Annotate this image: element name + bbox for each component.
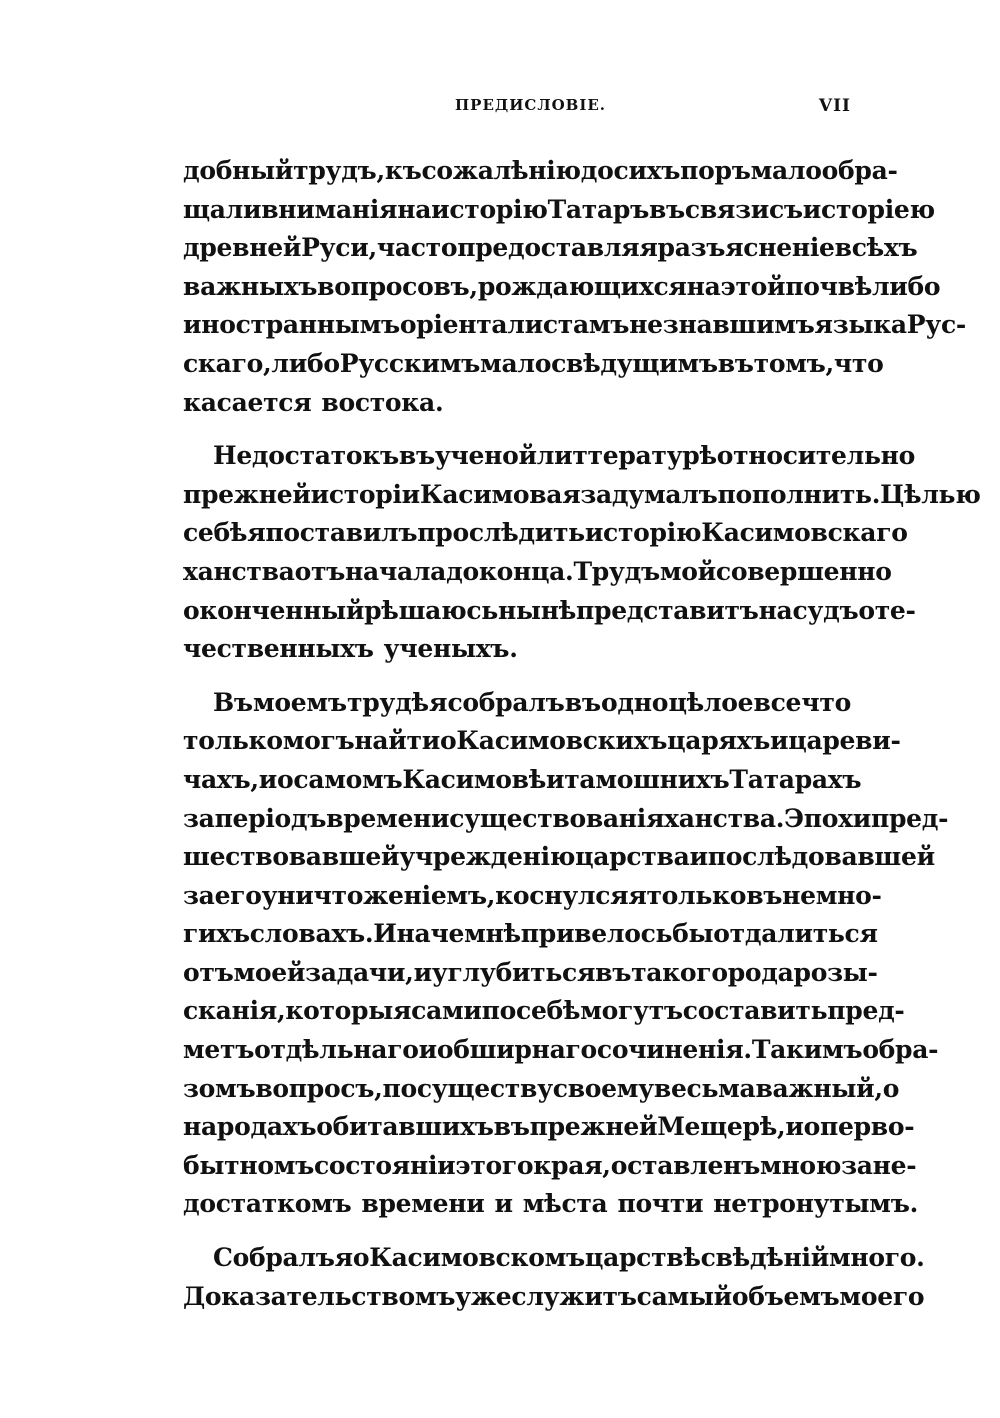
word: царства xyxy=(575,842,690,872)
word: себѣ xyxy=(183,518,248,548)
word: до xyxy=(446,556,479,586)
word: углубиться xyxy=(431,957,596,987)
text-line xyxy=(183,915,878,954)
word: оріенталистамъ xyxy=(399,310,630,340)
word: времени xyxy=(326,803,450,833)
word: и xyxy=(494,1189,513,1219)
text-line xyxy=(183,152,898,191)
word: въ xyxy=(564,687,601,717)
word: мой xyxy=(659,556,716,586)
word: много. xyxy=(828,1243,925,1273)
word: Недостатокъ xyxy=(213,441,399,471)
word: Касимовскихъ xyxy=(456,726,668,756)
word: Татарахъ xyxy=(729,764,862,794)
word: сканія, xyxy=(183,996,286,1026)
text-line xyxy=(183,306,966,345)
word: Руси, xyxy=(301,233,377,263)
word: обра- xyxy=(862,1035,939,1065)
paragraph xyxy=(183,1239,925,1316)
body-text xyxy=(183,152,981,1331)
word: конца. xyxy=(478,556,574,586)
word: достаткомъ xyxy=(183,1189,352,1219)
word: относительно xyxy=(716,441,916,471)
word: я xyxy=(334,1243,353,1273)
word: свѣдѣній xyxy=(700,1243,829,1273)
word: и xyxy=(545,764,565,794)
word: одно xyxy=(601,687,669,717)
paragraph xyxy=(183,684,949,1224)
word: Цѣлью xyxy=(880,479,981,509)
word: тамошнихъ xyxy=(564,764,730,794)
word: томъ, xyxy=(753,348,834,378)
word: важныхъ xyxy=(183,271,318,301)
word: пред- xyxy=(827,996,905,1026)
word: отъ xyxy=(294,556,346,586)
paragraph xyxy=(183,437,981,669)
word: свѣдущимъ xyxy=(551,348,718,378)
text-line xyxy=(183,722,901,761)
word: привелось xyxy=(520,919,673,949)
running-head-title: ПРЕДИСЛОВІЕ. xyxy=(455,96,607,114)
word: Рус- xyxy=(906,310,966,340)
word: за xyxy=(841,1150,873,1180)
word: собралъ xyxy=(447,687,565,717)
word: всѣхъ xyxy=(834,233,918,263)
word: древней xyxy=(183,233,302,263)
word: съ xyxy=(768,194,803,224)
word: могутъ xyxy=(580,996,683,1026)
word: Касимовскомъ xyxy=(369,1243,585,1273)
word: совершенно xyxy=(715,556,892,586)
text-line xyxy=(183,553,892,592)
word: шествовавшей xyxy=(183,842,400,872)
word: бы xyxy=(672,919,714,949)
word: народахъ xyxy=(183,1112,317,1142)
word: оте- xyxy=(858,595,916,625)
word: Касимова xyxy=(419,479,563,509)
word: до xyxy=(580,156,614,185)
word: въ xyxy=(493,1112,530,1142)
text-line xyxy=(183,384,851,423)
word: въ xyxy=(648,194,685,224)
text-line xyxy=(183,191,935,230)
word: часто xyxy=(376,233,458,263)
word: метъ xyxy=(183,1035,255,1065)
word: Мещерѣ, xyxy=(657,1112,786,1142)
word: я xyxy=(562,479,581,509)
word: за xyxy=(183,803,215,833)
word: оконченный xyxy=(183,595,365,625)
text-line xyxy=(183,514,908,553)
word: и xyxy=(689,842,708,872)
text-line xyxy=(183,592,916,631)
text-line xyxy=(183,800,949,839)
word: бытномъ xyxy=(183,1150,314,1180)
word: исторіею xyxy=(802,194,935,224)
word: могъ xyxy=(282,726,355,756)
text-line xyxy=(183,1070,900,1109)
word: рѣшаюсь xyxy=(364,595,498,625)
word: цѣлое xyxy=(668,687,754,717)
word: края, xyxy=(533,1150,611,1180)
word: обитавшихъ xyxy=(316,1112,494,1142)
word: о xyxy=(882,1073,900,1103)
word: я xyxy=(247,518,266,548)
word: незнавшимъ xyxy=(629,310,815,340)
word: сожалѣнію xyxy=(421,156,581,185)
word: своему xyxy=(552,1073,654,1103)
word: пополнить. xyxy=(717,479,881,509)
word: послѣдовавшей xyxy=(707,842,935,872)
text-line xyxy=(183,437,916,476)
word: Доказательствомъ xyxy=(183,1281,456,1311)
text-line xyxy=(183,877,882,916)
word: прослѣдить xyxy=(417,518,585,548)
word: представитъ xyxy=(576,595,759,625)
word: царствѣ xyxy=(584,1243,701,1273)
running-head xyxy=(183,96,851,122)
word: составить xyxy=(682,996,828,1026)
word: себѣ xyxy=(516,996,581,1026)
word: на xyxy=(397,194,432,224)
word: перво- xyxy=(820,1112,915,1142)
word: періодъ xyxy=(214,803,327,833)
word: чахъ, xyxy=(183,764,259,794)
word: добный xyxy=(183,156,294,185)
word: мною xyxy=(759,1150,842,1180)
word: Трудъ xyxy=(573,556,660,586)
word: рождающихся xyxy=(477,271,687,301)
text-line xyxy=(183,684,851,723)
word: мало xyxy=(750,156,822,185)
word: на xyxy=(686,271,721,301)
word: мѣста xyxy=(522,1189,608,1219)
word: отдѣльнаго xyxy=(254,1035,419,1065)
word: щали xyxy=(183,194,262,224)
word: уже xyxy=(455,1281,512,1311)
word: служитъ xyxy=(511,1281,637,1311)
word: въ xyxy=(717,348,754,378)
word: мало xyxy=(480,348,552,378)
text-line xyxy=(183,761,862,800)
word: скаго, xyxy=(183,348,272,378)
text-line xyxy=(183,1239,925,1278)
word: обширнаго xyxy=(436,1035,597,1065)
word: Татаръ xyxy=(547,194,649,224)
word: почти xyxy=(617,1189,704,1219)
word: на xyxy=(758,595,793,625)
word: только xyxy=(183,726,283,756)
word: все xyxy=(753,687,802,717)
word: Касимовскаго xyxy=(701,518,908,548)
word: въ xyxy=(746,880,783,910)
word: по xyxy=(481,996,517,1026)
word: только xyxy=(646,880,747,910)
word: языка xyxy=(814,310,907,340)
word: этого xyxy=(455,1150,534,1180)
word: словахъ. xyxy=(249,919,374,949)
word: важный, xyxy=(755,1073,883,1103)
word: либо xyxy=(271,348,340,378)
word: задумалъ xyxy=(580,479,718,509)
text-line xyxy=(183,1031,939,1070)
text-line xyxy=(183,268,941,307)
word: я xyxy=(429,687,448,717)
word: вопросовъ, xyxy=(317,271,478,301)
word: вопросъ, xyxy=(255,1073,383,1103)
word: объемъ xyxy=(731,1281,840,1311)
word: отдалиться xyxy=(713,919,878,949)
word: существованія xyxy=(449,803,665,833)
word: Такимъ xyxy=(751,1035,863,1065)
word: нынѣ xyxy=(497,595,577,625)
word: которыя xyxy=(285,996,412,1026)
word: что xyxy=(801,687,851,717)
word: о xyxy=(277,764,294,794)
text-line xyxy=(183,838,935,877)
word: немно- xyxy=(782,880,882,910)
word: найти xyxy=(354,726,440,756)
word: его xyxy=(214,880,262,910)
text-line xyxy=(183,1185,918,1224)
word: исторіи xyxy=(310,479,420,509)
word: самомъ xyxy=(293,764,403,794)
word: къ xyxy=(384,156,422,185)
word: отъ xyxy=(183,957,234,987)
word: моего xyxy=(839,1281,925,1311)
word: иностраннымъ xyxy=(183,310,400,340)
word: и xyxy=(418,1035,437,1065)
word: почвѣ xyxy=(785,271,872,301)
word: о xyxy=(803,1112,821,1142)
word: чественныхъ xyxy=(183,634,374,664)
word: судъ xyxy=(792,595,859,625)
word: ученыхъ. xyxy=(383,634,518,664)
word: касается xyxy=(183,387,312,417)
word: цареви- xyxy=(788,726,901,756)
word: ханства. xyxy=(664,803,785,833)
word: сами xyxy=(411,996,482,1026)
word: сихъ xyxy=(613,156,681,185)
word: такого xyxy=(631,957,728,987)
word: рода xyxy=(727,957,794,987)
paragraph xyxy=(183,152,966,422)
word: оставленъ xyxy=(610,1150,760,1180)
word: трудъ, xyxy=(293,156,385,185)
word: въ xyxy=(595,957,632,987)
word: розы- xyxy=(793,957,878,987)
text-line xyxy=(183,345,884,384)
text-line xyxy=(183,630,851,669)
word: исторію xyxy=(431,194,548,224)
word: предоставляя xyxy=(457,233,658,263)
text-line xyxy=(183,1108,915,1147)
word: по xyxy=(382,1073,417,1103)
word: не- xyxy=(872,1150,917,1180)
word: что xyxy=(833,348,884,378)
word: поставилъ xyxy=(265,518,418,548)
word: Касимовѣ xyxy=(402,764,546,794)
word: и xyxy=(413,957,432,987)
page-number: VII xyxy=(818,96,851,116)
word: уничтоженіемъ, xyxy=(261,880,496,910)
word: въ xyxy=(398,441,435,471)
word: обра- xyxy=(821,156,898,185)
word: и xyxy=(770,726,789,756)
word: весьма xyxy=(653,1073,756,1103)
word: востока. xyxy=(321,387,444,417)
word: поръ xyxy=(680,156,751,185)
word: времени xyxy=(361,1189,485,1219)
word: моей xyxy=(233,957,306,987)
word: о xyxy=(439,726,457,756)
text-line xyxy=(183,1278,925,1317)
word: о xyxy=(352,1243,370,1273)
word: состояніи xyxy=(314,1150,456,1180)
word: и xyxy=(258,764,278,794)
word: нетронутымъ. xyxy=(713,1189,918,1219)
word: коснулся xyxy=(495,880,629,910)
word: связи xyxy=(684,194,769,224)
text-line xyxy=(183,992,905,1031)
word: трудѣ xyxy=(347,687,429,717)
word: гихъ xyxy=(183,919,250,949)
word: либо xyxy=(871,271,941,301)
word: задачи, xyxy=(305,957,414,987)
word: сочиненія. xyxy=(596,1035,752,1065)
word: исторію xyxy=(584,518,702,548)
word: за xyxy=(183,880,215,910)
word: литтературѣ xyxy=(536,441,717,471)
word: начала xyxy=(345,556,447,586)
word: ученой xyxy=(434,441,537,471)
text-line xyxy=(183,476,981,515)
word: мнѣ xyxy=(464,919,521,949)
word: Эпохи xyxy=(784,803,871,833)
word: я xyxy=(628,880,647,910)
word: прежней xyxy=(183,479,311,509)
word: учрежденію xyxy=(399,842,576,872)
word: этой xyxy=(720,271,786,301)
word: и xyxy=(785,1112,804,1142)
word: вниманія xyxy=(261,194,398,224)
text-line xyxy=(183,954,878,993)
text-line xyxy=(183,229,918,268)
word: пред- xyxy=(870,803,949,833)
word: Русскимъ xyxy=(339,348,481,378)
word: разъясненіе xyxy=(657,233,835,263)
word: Собралъ xyxy=(213,1243,335,1273)
word: зомъ xyxy=(183,1073,256,1103)
word: моемъ xyxy=(253,687,347,717)
word: царяхъ xyxy=(667,726,771,756)
word: самый xyxy=(636,1281,732,1311)
word: существу xyxy=(416,1073,553,1103)
word: Въ xyxy=(213,687,253,717)
word: ханства xyxy=(183,556,295,586)
text-line xyxy=(183,1147,917,1186)
word: прежней xyxy=(529,1112,658,1142)
word: Иначе xyxy=(373,919,465,949)
